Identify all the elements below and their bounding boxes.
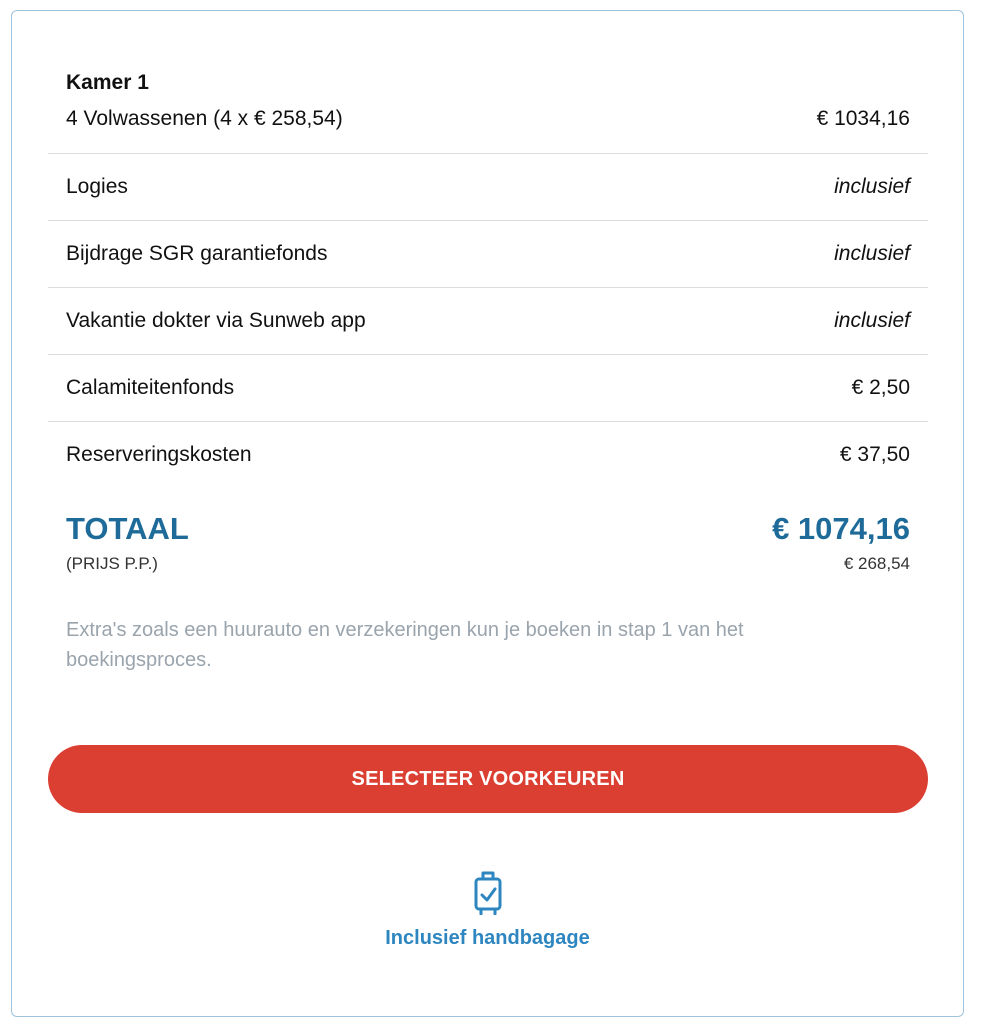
room-title: Kamer 1 [66, 71, 149, 94]
adults-price: € 1034,16 [816, 107, 910, 130]
suitcase-check-icon [473, 871, 503, 915]
price-row-value: inclusief [834, 242, 910, 265]
total-label: TOTAAL [66, 511, 189, 546]
price-row-label: Logies [66, 175, 128, 198]
extras-note: Extra's zoals een huurauto en verzekeringen kun je boeken in stap 1 van het boekingsproces. [66, 619, 744, 671]
price-row-reservation [48, 421, 928, 488]
price-row-doctor [48, 287, 928, 354]
adults-row [48, 105, 928, 133]
price-row-value: € 2,50 [851, 376, 910, 399]
price-row-logies [48, 153, 928, 220]
price-row-calamity [48, 354, 928, 421]
price-row-value: inclusief [834, 175, 910, 198]
per-person-label: (PRIJS P.P.) [66, 554, 158, 573]
price-row-label: Vakantie dokter via Sunweb app [66, 309, 366, 332]
per-person-row [66, 553, 910, 575]
per-person-amount: € 268,54 [843, 554, 910, 573]
total-row [66, 511, 910, 547]
price-summary-card [11, 10, 964, 1017]
price-row-value: inclusief [834, 309, 910, 332]
price-row-label: Bijdrage SGR garantiefonds [66, 242, 328, 265]
price-row-value: € 37,50 [839, 443, 910, 466]
price-row-label: Reserveringskosten [66, 443, 252, 466]
select-preferences-button[interactable]: SELECTEER VOORKEUREN [48, 745, 928, 813]
hand-luggage-info [12, 871, 963, 951]
price-row-sgr [48, 220, 928, 287]
hand-luggage-label: Inclusief handbagage [385, 927, 590, 949]
price-row-label: Calamiteitenfonds [66, 376, 235, 399]
total-amount: € 1074,16 [772, 511, 910, 546]
adults-label: 4 Volwassenen (4 x € 258,54) [66, 107, 343, 130]
